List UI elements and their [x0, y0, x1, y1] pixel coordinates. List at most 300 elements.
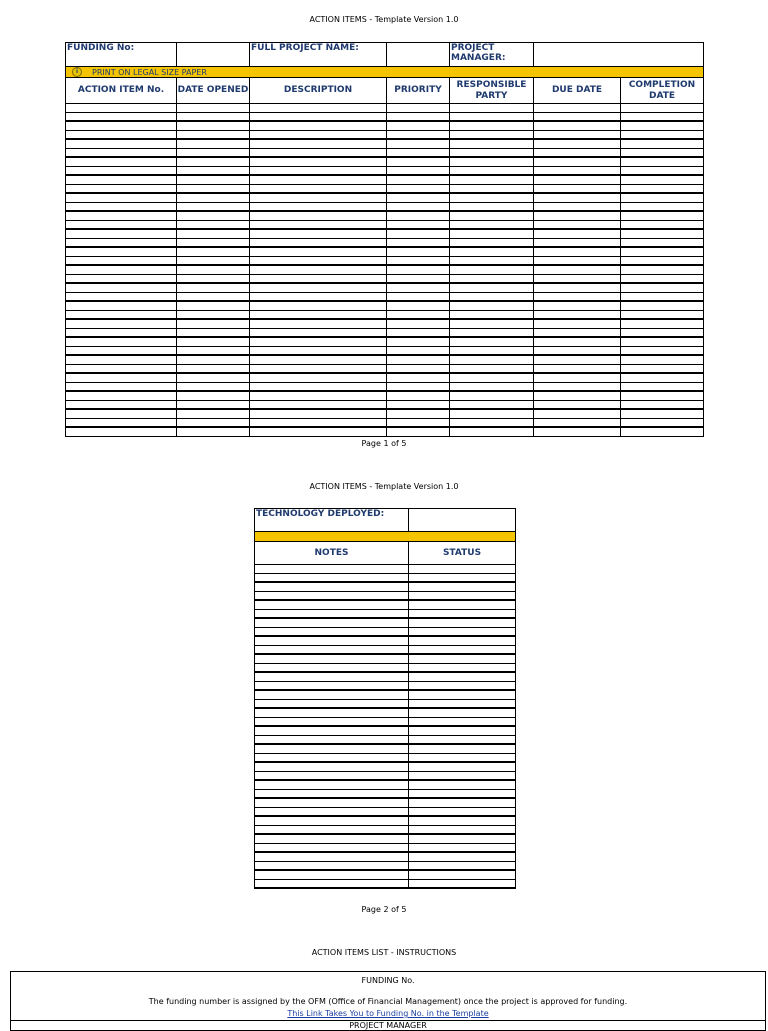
table-cell[interactable]	[387, 166, 450, 175]
table-cell[interactable]	[250, 391, 387, 400]
table-cell[interactable]	[534, 382, 621, 391]
table-cell[interactable]	[621, 337, 704, 346]
table-cell[interactable]	[66, 427, 177, 436]
table-cell[interactable]	[450, 112, 534, 121]
table-cell[interactable]	[387, 427, 450, 436]
table-cell[interactable]	[66, 247, 177, 256]
table-cell[interactable]	[177, 112, 250, 121]
table-cell[interactable]	[66, 328, 177, 337]
table-cell[interactable]	[177, 175, 250, 184]
table-cell[interactable]	[534, 373, 621, 382]
table-cell[interactable]	[409, 654, 516, 663]
table-cell[interactable]	[621, 265, 704, 274]
table-cell[interactable]	[255, 816, 409, 825]
table-cell[interactable]	[387, 229, 450, 238]
table-cell[interactable]	[177, 292, 250, 301]
table-cell[interactable]	[450, 202, 534, 211]
table-cell[interactable]	[250, 292, 387, 301]
table-cell[interactable]	[177, 373, 250, 382]
table-cell[interactable]	[177, 391, 250, 400]
table-cell[interactable]	[409, 879, 516, 888]
table-cell[interactable]	[534, 274, 621, 283]
table-cell[interactable]	[409, 834, 516, 843]
table-cell[interactable]	[534, 220, 621, 229]
table-cell[interactable]	[450, 274, 534, 283]
table-cell[interactable]	[621, 193, 704, 202]
table-cell[interactable]	[250, 220, 387, 229]
table-cell[interactable]	[250, 382, 387, 391]
table-cell[interactable]	[177, 310, 250, 319]
table-cell[interactable]	[534, 202, 621, 211]
table-cell[interactable]	[177, 247, 250, 256]
table-cell[interactable]	[250, 193, 387, 202]
table-cell[interactable]	[409, 771, 516, 780]
table-cell[interactable]	[177, 382, 250, 391]
table-cell[interactable]	[177, 202, 250, 211]
table-cell[interactable]	[66, 175, 177, 184]
table-cell[interactable]	[177, 337, 250, 346]
table-cell[interactable]	[66, 112, 177, 121]
table-cell[interactable]	[255, 699, 409, 708]
table-cell[interactable]	[409, 565, 516, 574]
table-cell[interactable]	[450, 283, 534, 292]
table-cell[interactable]	[250, 274, 387, 283]
table-cell[interactable]	[450, 229, 534, 238]
table-cell[interactable]	[177, 148, 250, 157]
table-cell[interactable]	[250, 238, 387, 247]
table-cell[interactable]	[450, 148, 534, 157]
table-cell[interactable]	[534, 166, 621, 175]
table-cell[interactable]	[387, 382, 450, 391]
table-cell[interactable]	[621, 139, 704, 148]
table-cell[interactable]	[177, 265, 250, 274]
table-cell[interactable]	[534, 328, 621, 337]
table-cell[interactable]	[66, 121, 177, 130]
table-cell[interactable]	[255, 807, 409, 816]
table-cell[interactable]	[534, 364, 621, 373]
table-cell[interactable]	[250, 202, 387, 211]
table-cell[interactable]	[255, 861, 409, 870]
table-cell[interactable]	[250, 166, 387, 175]
table-cell[interactable]	[250, 346, 387, 355]
table-cell[interactable]	[387, 400, 450, 409]
table-cell[interactable]	[177, 139, 250, 148]
table-cell[interactable]	[250, 355, 387, 364]
table-cell[interactable]	[450, 301, 534, 310]
table-cell[interactable]	[250, 328, 387, 337]
table-cell[interactable]	[66, 274, 177, 283]
table-cell[interactable]	[621, 202, 704, 211]
table-cell[interactable]	[621, 427, 704, 436]
table-cell[interactable]	[409, 582, 516, 591]
table-cell[interactable]	[250, 265, 387, 274]
table-cell[interactable]	[250, 112, 387, 121]
table-cell[interactable]	[387, 319, 450, 328]
table-cell[interactable]	[450, 121, 534, 130]
table-cell[interactable]	[250, 139, 387, 148]
table-cell[interactable]	[450, 193, 534, 202]
table-cell[interactable]	[255, 798, 409, 807]
table-cell[interactable]	[409, 618, 516, 627]
table-cell[interactable]	[66, 148, 177, 157]
table-cell[interactable]	[387, 175, 450, 184]
table-cell[interactable]	[66, 400, 177, 409]
table-cell[interactable]	[450, 130, 534, 139]
table-cell[interactable]	[66, 229, 177, 238]
table-cell[interactable]	[450, 373, 534, 382]
table-cell[interactable]	[66, 238, 177, 247]
table-cell[interactable]	[250, 157, 387, 166]
table-cell[interactable]	[621, 274, 704, 283]
table-cell[interactable]	[250, 175, 387, 184]
table-cell[interactable]	[387, 148, 450, 157]
table-cell[interactable]	[387, 310, 450, 319]
table-cell[interactable]	[450, 418, 534, 427]
table-cell[interactable]	[450, 328, 534, 337]
table-cell[interactable]	[255, 645, 409, 654]
table-cell[interactable]	[621, 130, 704, 139]
table-cell[interactable]	[66, 310, 177, 319]
table-cell[interactable]	[387, 418, 450, 427]
table-cell[interactable]	[177, 184, 250, 193]
table-cell[interactable]	[387, 256, 450, 265]
table-cell[interactable]	[66, 104, 177, 113]
table-cell[interactable]	[621, 247, 704, 256]
table-cell[interactable]	[621, 112, 704, 121]
table-cell[interactable]	[255, 753, 409, 762]
table-cell[interactable]	[450, 104, 534, 113]
table-cell[interactable]	[534, 121, 621, 130]
table-cell[interactable]	[621, 166, 704, 175]
table-cell[interactable]	[409, 789, 516, 798]
table-cell[interactable]	[534, 418, 621, 427]
table-cell[interactable]	[450, 400, 534, 409]
table-cell[interactable]	[177, 121, 250, 130]
table-cell[interactable]	[450, 157, 534, 166]
table-cell[interactable]	[409, 753, 516, 762]
table-cell[interactable]	[534, 310, 621, 319]
table-cell[interactable]	[409, 780, 516, 789]
table-cell[interactable]	[621, 121, 704, 130]
table-cell[interactable]	[534, 247, 621, 256]
table-cell[interactable]	[255, 672, 409, 681]
table-cell[interactable]	[534, 238, 621, 247]
table-cell[interactable]	[387, 247, 450, 256]
table-cell[interactable]	[621, 211, 704, 220]
table-cell[interactable]	[621, 328, 704, 337]
table-cell[interactable]	[250, 130, 387, 139]
table-cell[interactable]	[66, 139, 177, 148]
table-cell[interactable]	[255, 582, 409, 591]
table-cell[interactable]	[66, 193, 177, 202]
table-cell[interactable]	[66, 184, 177, 193]
table-cell[interactable]	[409, 645, 516, 654]
table-cell[interactable]	[450, 220, 534, 229]
table-cell[interactable]	[409, 591, 516, 600]
table-cell[interactable]	[255, 663, 409, 672]
table-cell[interactable]	[255, 591, 409, 600]
table-cell[interactable]	[255, 600, 409, 609]
table-cell[interactable]	[387, 202, 450, 211]
table-cell[interactable]	[66, 211, 177, 220]
table-cell[interactable]	[177, 193, 250, 202]
table-cell[interactable]	[177, 157, 250, 166]
table-cell[interactable]	[534, 301, 621, 310]
table-cell[interactable]	[255, 726, 409, 735]
table-cell[interactable]	[621, 292, 704, 301]
table-cell[interactable]	[621, 382, 704, 391]
table-cell[interactable]	[621, 355, 704, 364]
table-cell[interactable]	[621, 310, 704, 319]
table-cell[interactable]	[534, 337, 621, 346]
table-cell[interactable]	[409, 600, 516, 609]
table-cell[interactable]	[66, 157, 177, 166]
table-cell[interactable]	[177, 130, 250, 139]
table-cell[interactable]	[177, 418, 250, 427]
table-cell[interactable]	[534, 148, 621, 157]
table-cell[interactable]	[387, 364, 450, 373]
table-cell[interactable]	[450, 265, 534, 274]
table-cell[interactable]	[177, 409, 250, 418]
table-cell[interactable]	[255, 834, 409, 843]
table-cell[interactable]	[255, 843, 409, 852]
table-cell[interactable]	[621, 391, 704, 400]
table-cell[interactable]	[387, 265, 450, 274]
table-cell[interactable]	[255, 780, 409, 789]
table-cell[interactable]	[66, 391, 177, 400]
table-cell[interactable]	[250, 310, 387, 319]
table-cell[interactable]	[409, 825, 516, 834]
table-cell[interactable]	[450, 139, 534, 148]
table-cell[interactable]	[387, 292, 450, 301]
table-cell[interactable]	[66, 202, 177, 211]
table-cell[interactable]	[450, 184, 534, 193]
table-cell[interactable]	[66, 409, 177, 418]
table-cell[interactable]	[66, 337, 177, 346]
table-cell[interactable]	[621, 319, 704, 328]
table-cell[interactable]	[255, 762, 409, 771]
table-cell[interactable]	[534, 211, 621, 220]
table-cell[interactable]	[387, 337, 450, 346]
table-cell[interactable]	[250, 364, 387, 373]
table-cell[interactable]	[250, 427, 387, 436]
table-cell[interactable]	[621, 283, 704, 292]
table-cell[interactable]	[409, 735, 516, 744]
table-cell[interactable]	[409, 798, 516, 807]
table-cell[interactable]	[387, 104, 450, 113]
table-cell[interactable]	[534, 175, 621, 184]
table-cell[interactable]	[255, 771, 409, 780]
table-cell[interactable]	[177, 104, 250, 113]
table-cell[interactable]	[255, 573, 409, 582]
table-cell[interactable]	[255, 627, 409, 636]
table-cell[interactable]	[177, 346, 250, 355]
table-cell[interactable]	[450, 319, 534, 328]
table-cell[interactable]	[534, 112, 621, 121]
table-cell[interactable]	[250, 148, 387, 157]
table-cell[interactable]	[409, 636, 516, 645]
table-cell[interactable]	[534, 427, 621, 436]
table-cell[interactable]	[387, 373, 450, 382]
table-cell[interactable]	[409, 870, 516, 879]
table-cell[interactable]	[387, 220, 450, 229]
table-cell[interactable]	[450, 409, 534, 418]
table-cell[interactable]	[450, 391, 534, 400]
table-cell[interactable]	[621, 373, 704, 382]
table-cell[interactable]	[450, 211, 534, 220]
table-cell[interactable]	[66, 130, 177, 139]
table-cell[interactable]	[255, 735, 409, 744]
table-cell[interactable]	[534, 229, 621, 238]
table-cell[interactable]	[534, 283, 621, 292]
table-cell[interactable]	[534, 139, 621, 148]
table-cell[interactable]	[621, 364, 704, 373]
table-cell[interactable]	[534, 400, 621, 409]
table-cell[interactable]	[409, 573, 516, 582]
table-cell[interactable]	[409, 762, 516, 771]
table-cell[interactable]	[250, 373, 387, 382]
table-cell[interactable]	[387, 238, 450, 247]
table-cell[interactable]	[250, 211, 387, 220]
table-cell[interactable]	[177, 283, 250, 292]
table-cell[interactable]	[177, 400, 250, 409]
table-cell[interactable]	[255, 708, 409, 717]
table-cell[interactable]	[177, 301, 250, 310]
table-cell[interactable]	[409, 609, 516, 618]
table-cell[interactable]	[387, 391, 450, 400]
table-cell[interactable]	[387, 112, 450, 121]
table-cell[interactable]	[255, 879, 409, 888]
table-cell[interactable]	[621, 175, 704, 184]
table-cell[interactable]	[534, 265, 621, 274]
table-cell[interactable]	[255, 636, 409, 645]
table-cell[interactable]	[409, 807, 516, 816]
table-cell[interactable]	[250, 247, 387, 256]
table-cell[interactable]	[534, 409, 621, 418]
table-cell[interactable]	[450, 292, 534, 301]
table-cell[interactable]	[250, 121, 387, 130]
table-cell[interactable]	[250, 409, 387, 418]
table-cell[interactable]	[177, 355, 250, 364]
table-cell[interactable]	[255, 618, 409, 627]
table-cell[interactable]	[534, 346, 621, 355]
table-cell[interactable]	[621, 104, 704, 113]
table-cell[interactable]	[450, 364, 534, 373]
table-cell[interactable]	[177, 229, 250, 238]
table-cell[interactable]	[409, 843, 516, 852]
funding-no-field[interactable]	[177, 43, 250, 67]
table-cell[interactable]	[66, 220, 177, 229]
table-cell[interactable]	[621, 157, 704, 166]
table-cell[interactable]	[450, 247, 534, 256]
table-cell[interactable]	[250, 418, 387, 427]
table-cell[interactable]	[387, 211, 450, 220]
table-cell[interactable]	[177, 328, 250, 337]
table-cell[interactable]	[66, 382, 177, 391]
table-cell[interactable]	[255, 852, 409, 861]
table-cell[interactable]	[387, 193, 450, 202]
table-cell[interactable]	[255, 681, 409, 690]
table-cell[interactable]	[621, 409, 704, 418]
table-cell[interactable]	[66, 319, 177, 328]
table-cell[interactable]	[66, 256, 177, 265]
table-cell[interactable]	[621, 220, 704, 229]
table-cell[interactable]	[255, 789, 409, 798]
table-cell[interactable]	[177, 427, 250, 436]
table-cell[interactable]	[177, 364, 250, 373]
table-cell[interactable]	[250, 319, 387, 328]
table-cell[interactable]	[621, 229, 704, 238]
table-cell[interactable]	[255, 870, 409, 879]
table-cell[interactable]	[409, 699, 516, 708]
table-cell[interactable]	[387, 301, 450, 310]
table-cell[interactable]	[66, 346, 177, 355]
funding-no-link[interactable]: This Link Takes You to Funding No. in the Template	[287, 1009, 489, 1018]
table-cell[interactable]	[255, 609, 409, 618]
table-cell[interactable]	[409, 852, 516, 861]
project-name-field[interactable]	[387, 43, 450, 67]
table-cell[interactable]	[450, 310, 534, 319]
table-cell[interactable]	[450, 175, 534, 184]
table-cell[interactable]	[387, 283, 450, 292]
table-cell[interactable]	[250, 283, 387, 292]
table-cell[interactable]	[409, 627, 516, 636]
technology-deployed-field[interactable]	[409, 509, 516, 532]
table-cell[interactable]	[66, 364, 177, 373]
table-cell[interactable]	[177, 319, 250, 328]
table-cell[interactable]	[66, 166, 177, 175]
table-cell[interactable]	[534, 256, 621, 265]
table-cell[interactable]	[250, 301, 387, 310]
table-cell[interactable]	[621, 238, 704, 247]
table-cell[interactable]	[621, 301, 704, 310]
table-cell[interactable]	[177, 256, 250, 265]
table-cell[interactable]	[66, 355, 177, 364]
table-cell[interactable]	[621, 400, 704, 409]
table-cell[interactable]	[409, 816, 516, 825]
table-cell[interactable]	[250, 104, 387, 113]
table-cell[interactable]	[409, 717, 516, 726]
table-cell[interactable]	[409, 663, 516, 672]
table-cell[interactable]	[534, 104, 621, 113]
table-cell[interactable]	[534, 184, 621, 193]
table-cell[interactable]	[66, 418, 177, 427]
table-cell[interactable]	[450, 355, 534, 364]
table-cell[interactable]	[66, 373, 177, 382]
table-cell[interactable]	[534, 319, 621, 328]
table-cell[interactable]	[255, 717, 409, 726]
table-cell[interactable]	[534, 355, 621, 364]
table-cell[interactable]	[409, 708, 516, 717]
table-cell[interactable]	[534, 292, 621, 301]
table-cell[interactable]	[250, 256, 387, 265]
table-cell[interactable]	[409, 726, 516, 735]
table-cell[interactable]	[255, 565, 409, 574]
table-cell[interactable]	[250, 184, 387, 193]
table-cell[interactable]	[409, 672, 516, 681]
table-cell[interactable]	[534, 391, 621, 400]
table-cell[interactable]	[450, 427, 534, 436]
table-cell[interactable]	[621, 418, 704, 427]
table-cell[interactable]	[66, 292, 177, 301]
table-cell[interactable]	[387, 130, 450, 139]
table-cell[interactable]	[66, 283, 177, 292]
table-cell[interactable]	[450, 256, 534, 265]
table-cell[interactable]	[450, 337, 534, 346]
table-cell[interactable]	[409, 681, 516, 690]
table-cell[interactable]	[621, 184, 704, 193]
table-cell[interactable]	[409, 744, 516, 753]
